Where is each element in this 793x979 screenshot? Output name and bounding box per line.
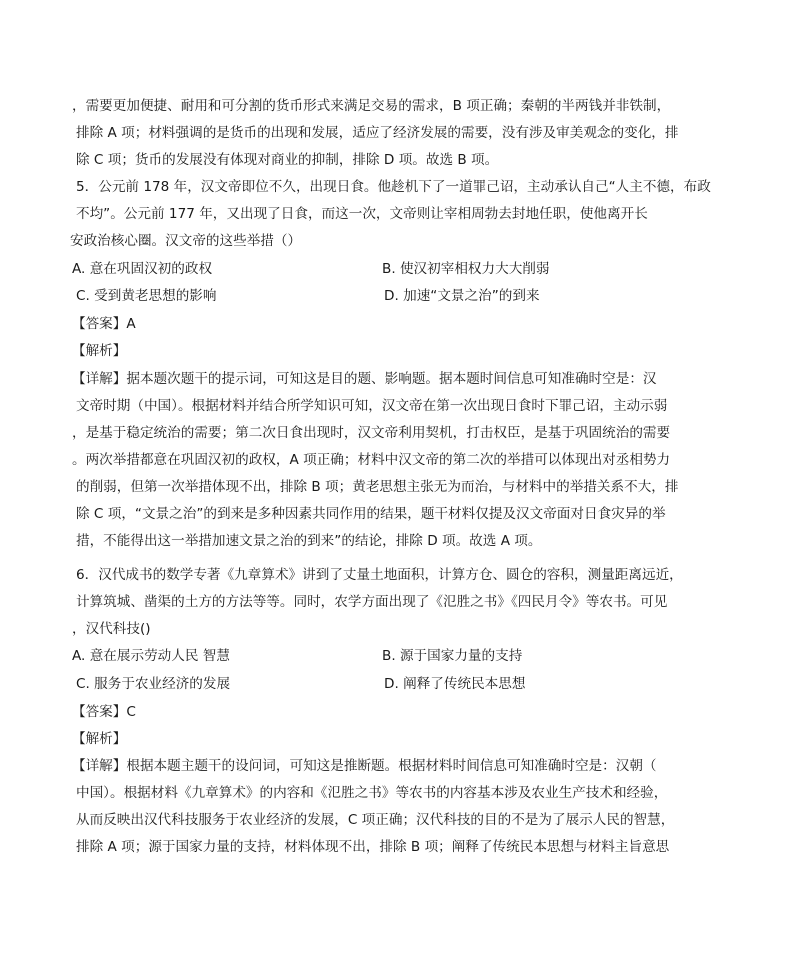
q6-option-b: B. 源于国家力量的支持 [382,648,523,664]
q5-detail-line: 。两次举措都意在巩固汉初的政权，A 项正确；材料中汉文帝的第二次的举措可以体现出对丞相势力 [72,452,671,468]
q5-answer: 【答案】A [72,316,136,332]
q5-option-b: B. 使汉初宰相权力大大削弱 [382,261,550,277]
q5-detail-line: 文帝时期（中国）。根据材料并结合所学知识可知，汉文帝在第一次出现日食时下罪己诏，主动示弱 [76,398,668,414]
q6-detail-line: 从而反映出汉代科技服务于农业经济的发展，C 项正确；汉代科技的目的不是为了展示人民的智慧， [76,812,675,828]
q5-detail-line: ，是基于稳定统治的需要；第二次日食出现时，汉文帝利用契机，打击权臣，是基于巩固统治的需要 [72,425,671,441]
q5-detail-line: 措，不能得出这一举措加速文景之治的到来”的结论，排除 D 项。故选 A 项。 [76,533,542,549]
q6-answer: 【答案】C [72,704,136,720]
q6-option-c: C. 服务于农业经济的发展 [76,676,231,692]
q6-option-a: A. 意在展示劳动人民 智慧 [72,648,230,664]
q5-stem-line: 5．公元前 178 年，汉文帝即位不久，出现日食。他趁机下了一道罪己诏，主动承认自己“人主不德，布政 [76,179,711,195]
prev-explanation-line: 除 C 项；货币的发展没有体现对商业的抑制，排除 D 项。故选 B 项。 [76,152,499,168]
q5-option-c: C. 受到黄老思想的影响 [76,288,217,304]
prev-explanation-line: 排除 A 项；材料强调的是货币的出现和发展，适应了经济发展的需要，没有涉及审美观念的变化，排 [76,125,679,141]
q5-stem-line: 安政治核心圈。汉文帝的这些举措（） [70,233,302,249]
q5-option-a: A. 意在巩固汉初的政权 [72,261,213,277]
q6-stem-line: 6．汉代成书的数学专著《九章算术》讲到了丈量土地面积，计算方仓、圆仓的容积，测量距离远近， [76,567,683,583]
q5-detail-line: 【详解】据本题次题干的提示词，可知这是目的题、影响题。据本题时间信息可知准确时空是：汉 [72,371,657,387]
q6-detail-line: 排除 A 项；源于国家力量的支持，材料体现不出，排除 B 项；阐释了传统民本思想与材料主旨意思 [76,839,670,855]
q6-detail-line: 【详解】根据本题主题干的设问词，可知这是推断题。根据材料时间信息可知准确时空是：汉朝（ [72,758,657,774]
q6-analysis-label: 【解析】 [72,731,127,747]
prev-explanation-line: ，需要更加便捷、耐用和可分割的货币形式来满足交易的需求，B 项正确；秦朝的半两钱并非铁制， [72,98,671,114]
q6-stem-line: 计算筑城、凿渠的土方的方法等等。同时，农学方面出现了《氾胜之书》《四民月令》等农书。可见 [76,594,668,610]
q5-detail-line: 除 C 项，“文景之治”的到来是多种因素共同作用的结果，题干材料仅提及汉文帝面对日食灾异的举 [76,506,666,522]
q6-stem-line: ，汉代科技() [72,621,151,637]
q5-detail-line: 的削弱，但第一次举措体现不出，排除 B 项；黄老思想主张无为而治，与材料中的举措关系不大，排 [76,479,679,495]
q5-option-d: D. 加速“文景之治”的到来 [384,288,540,304]
q5-analysis-label: 【解析】 [72,343,127,359]
q6-option-d: D. 阐释了传统民本思想 [384,676,526,692]
q6-detail-line: 中国）。根据材料《九章算术》的内容和《氾胜之书》等农书的内容基本涉及农业生产技术和经验， [76,785,668,801]
q5-stem-line: 不均”。公元前 177 年，又出现了日食，而这一次，文帝则让宰相周勃去封地任职，使他离开长 [76,206,648,222]
